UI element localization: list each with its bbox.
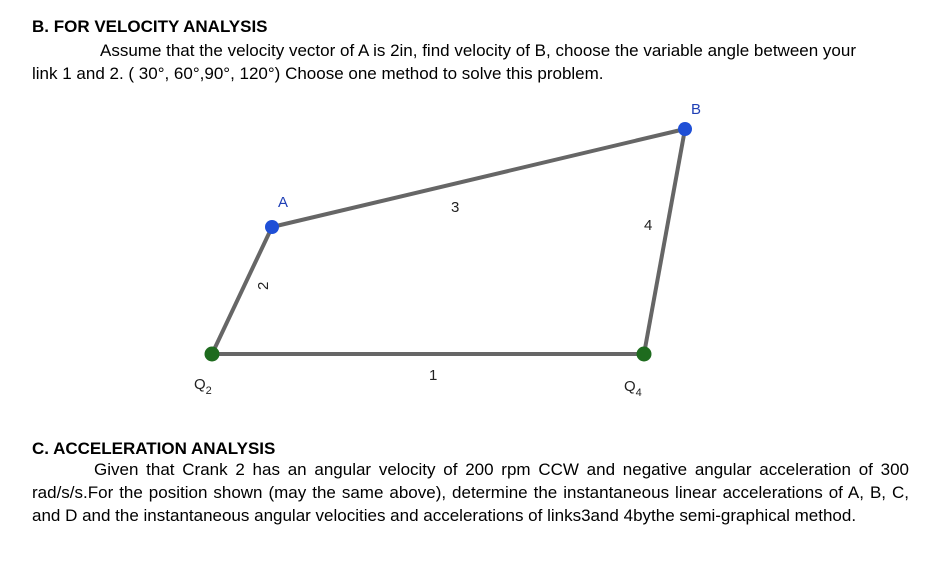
links [212,129,685,354]
label-q2-sub: 2 [205,385,212,397]
label-q4-base: Q [624,378,636,395]
joint-a [265,220,279,234]
label-link-4: 4 [644,217,653,234]
section-c-title: C. ACCELERATION ANALYSIS [32,439,276,458]
label-point-a: A [278,194,289,211]
section-b-title: B. FOR VELOCITY ANALYSIS [32,17,268,36]
label-q4-sub: 4 [635,387,642,399]
label-link-3: 3 [451,199,460,216]
section-b-text-line-1: Assume that the velocity vector of A is 2in, find velocity of B, choose the variable angle between your [100,41,856,60]
section-c-text: Given that Crank 2 has an angular velocity of 200 rpm CCW and negative angular acceleration of 300 rad/s/s.For the position shown (may the same above), determine the instantaneous linear accelerations of A, B, C, and D and the instantaneous angular velocities and accelerations of links3and 4bythe semi-graphical method. [32,460,909,525]
section-b-text-line-2: link 1 and 2. ( 30°, 60°,90°, 120°) Choose one method to solve this problem. [32,64,604,83]
label-point-b: B [691,101,702,118]
ground-joint-q4 [637,347,652,362]
link-4 [644,129,685,354]
joint-b [678,122,692,136]
link-3 [272,129,685,227]
joints [205,122,693,362]
ground-joint-q2 [205,347,220,362]
label-ground-q4 [624,378,642,399]
section-c-paragraph [32,458,909,527]
label-ground-q2 [194,376,212,397]
label-link-1: 1 [429,367,438,384]
label-q2-base: Q [194,376,206,393]
label-link-2: 2 [255,281,272,290]
